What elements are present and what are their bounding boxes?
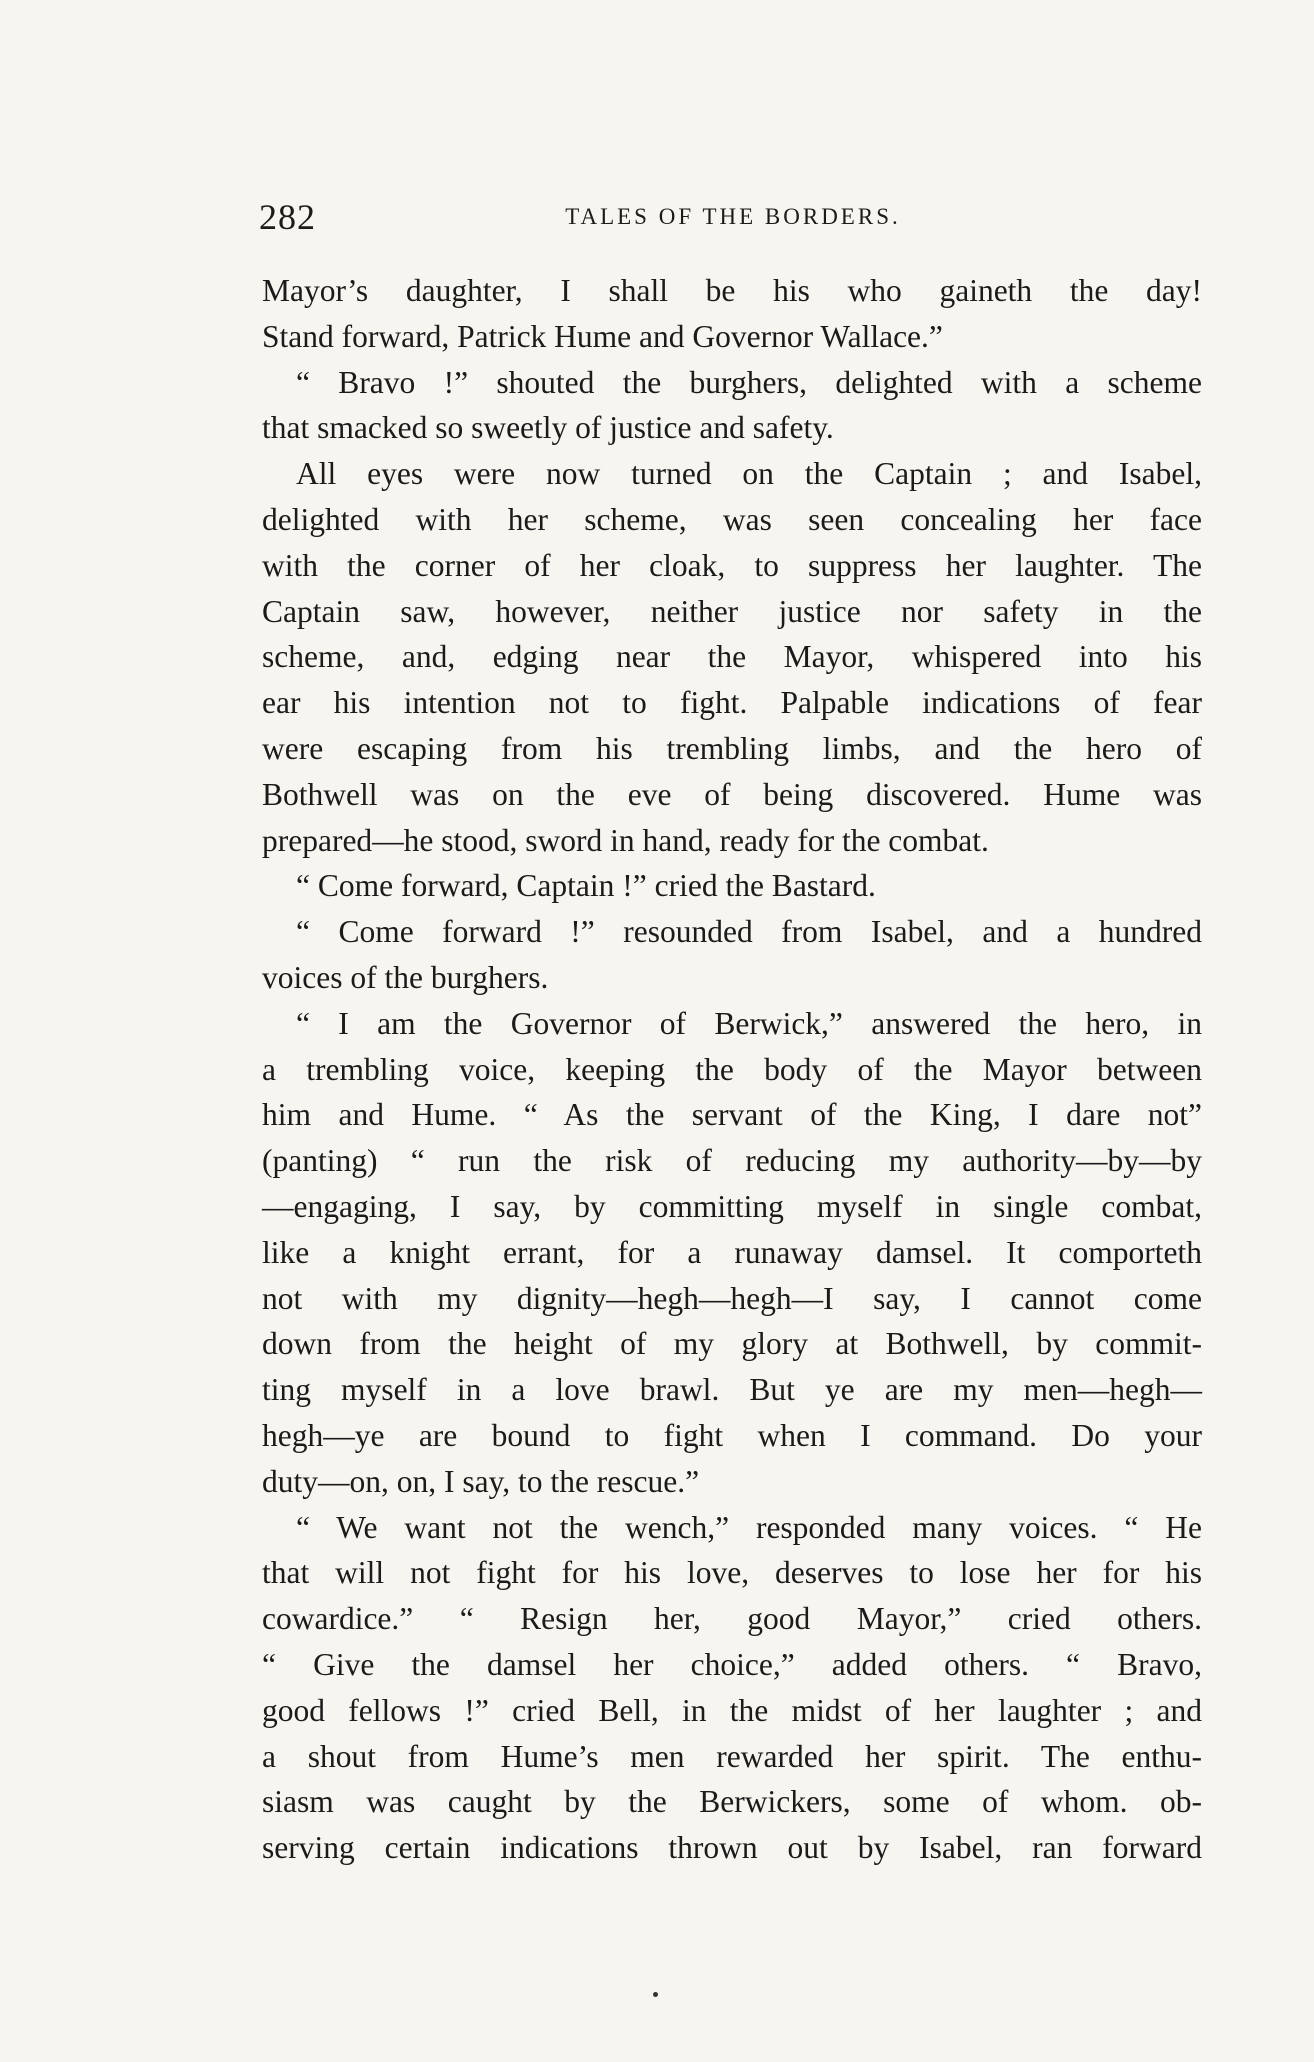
- text-line: were escaping from his trembling limbs, and the hero of: [262, 730, 1202, 766]
- text-line: delighted with her scheme, was seen concealing her face: [262, 501, 1202, 537]
- text-line: him and Hume. “ As the servant of the King, I dare not”: [262, 1097, 1202, 1133]
- text-line: that will not fight for his love, deserves to lose her for his: [262, 1555, 1202, 1591]
- text-line: “ Come forward !” resounded from Isabel, and a hundred: [296, 914, 1202, 950]
- text-line: down from the height of my glory at Bothwell, by commit-: [262, 1326, 1202, 1362]
- text-line: Captain saw, however, neither justice nor safety in the: [262, 593, 1202, 629]
- text-line: a trembling voice, keeping the body of the Mayor between: [262, 1051, 1202, 1087]
- text-line: Bothwell was on the eve of being discovered. Hume was: [262, 776, 1202, 812]
- text-line: not with my dignity—hegh—hegh—I say, I cannot come: [262, 1280, 1202, 1316]
- text-line: good fellows !” cried Bell, in the midst of her laughter ; and: [262, 1692, 1202, 1728]
- text-line: with the corner of her cloak, to suppress her laughter. The: [262, 547, 1202, 583]
- page-header: [259, 196, 1207, 246]
- text-line: prepared—he stood, sword in hand, ready for the combat.: [262, 822, 989, 858]
- text-line: —engaging, I say, by committing myself in single combat,: [262, 1188, 1202, 1224]
- text-line: All eyes were now turned on the Captain ; and Isabel,: [296, 456, 1202, 492]
- text-line: that smacked so sweetly of justice and safety.: [262, 410, 834, 446]
- text-line: ear his intention not to fight. Palpable indications of fear: [262, 685, 1202, 721]
- print-speck: [653, 1992, 658, 1997]
- text-line: siasm was caught by the Berwickers, some of whom. ob-: [262, 1784, 1202, 1820]
- text-line: “ We want not the wench,” responded many voices. “ He: [296, 1509, 1202, 1545]
- text-line: scheme, and, edging near the Mayor, whispered into his: [262, 639, 1202, 675]
- text-line: (panting) “ run the risk of reducing my authority—by—by: [262, 1143, 1202, 1179]
- text-line: cowardice.” “ Resign her, good Mayor,” cried others.: [262, 1601, 1202, 1637]
- text-line: “ Bravo !” shouted the burghers, delighted with a scheme: [296, 364, 1202, 400]
- running-head: TALES OF THE BORDERS.: [565, 204, 901, 229]
- text-line: voices of the burghers.: [262, 959, 549, 995]
- text-line: Stand forward, Patrick Hume and Governor Wallace.”: [262, 318, 943, 354]
- text-line: serving certain indications thrown out by Isabel, ran forward: [262, 1830, 1202, 1866]
- page-number: 282: [259, 197, 316, 237]
- text-line: like a knight errant, for a runaway damsel. It comporteth: [262, 1234, 1202, 1270]
- text-line: duty—on, on, I say, to the rescue.”: [262, 1463, 700, 1499]
- text-line: Mayor’s daughter, I shall be his who gaineth the day!: [262, 273, 1202, 308]
- text-line: “ Give the damsel her choice,” added others. “ Bravo,: [262, 1646, 1202, 1682]
- text-line: a shout from Hume’s men rewarded her spirit. The enthu-: [262, 1738, 1202, 1774]
- text-line: hegh—ye are bound to fight when I command. Do your: [262, 1417, 1202, 1453]
- text-line: “ Come forward, Captain !” cried the Bastard.: [296, 868, 876, 904]
- body-text: [262, 268, 1202, 1871]
- text-line: “ I am the Governor of Berwick,” answered the hero, in: [296, 1005, 1202, 1041]
- text-line: ting myself in a love brawl. But ye are my men—hegh—: [262, 1372, 1202, 1408]
